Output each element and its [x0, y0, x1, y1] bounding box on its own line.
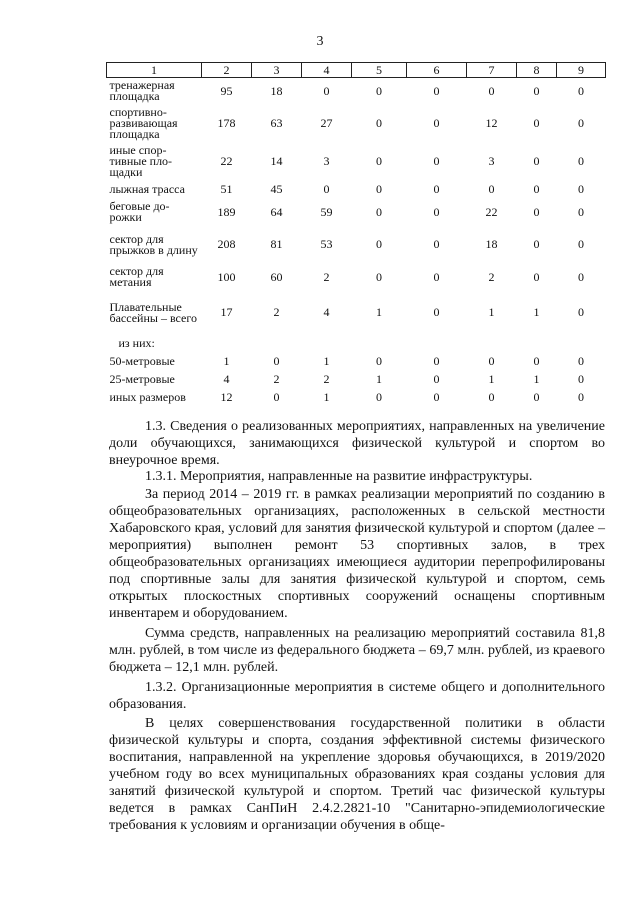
table-cell: 0 [578, 372, 584, 386]
table-cell: 0 [533, 83, 540, 98]
table-cell: 1 [533, 372, 540, 386]
row-label: лыжная трасса [109, 182, 185, 196]
page-number: 3 [316, 34, 324, 49]
table-cell: 0 [433, 154, 440, 168]
table-header-row [107, 63, 606, 78]
table-row [107, 181, 606, 199]
table-row [107, 264, 606, 291]
paragraph: Сумма средств, направленных на реализацию мероприятий составила 81,8 млн. рублей, в том числе из федерального бюджета – 69,7 млн. рублей, из краевого бюджета – 12,1 млн. рублей. [109, 626, 605, 675]
table-cell: 1 [488, 372, 495, 386]
table-cell: 0 [433, 237, 440, 251]
table-cell: 0 [433, 204, 440, 219]
table-cell: 0 [578, 154, 584, 168]
table-cell [352, 335, 407, 353]
table-cell: 189 [217, 204, 236, 219]
table-cell: 0 [578, 269, 584, 284]
table-cell [407, 335, 467, 353]
table-cell: 0 [433, 305, 440, 319]
table-cell: 208 [217, 237, 236, 251]
table-cell: 178 [217, 116, 236, 130]
table-cell: 0 [533, 182, 540, 196]
table-cell: 0 [376, 269, 382, 284]
paragraph: 1.3.2. Организационные мероприятия в системе общего и дополнительного образования. [109, 680, 605, 712]
table-cell: 1 [376, 372, 382, 386]
table-row [107, 226, 606, 264]
table-cell: 0 [488, 390, 495, 404]
table-cell: 51 [220, 182, 233, 196]
table-row [107, 389, 606, 407]
table-cell: 0 [433, 354, 440, 368]
table-cell [467, 335, 517, 353]
table-cell [202, 335, 252, 353]
table-cell: 0 [533, 354, 540, 368]
paragraph: 1.3. Сведения о реализованных мероприятиях, направленных на увеличение доли обучающихся, занимающихся физической культурой и спортом во внеурочное время. [109, 419, 605, 468]
table-cell: 0 [533, 269, 540, 284]
table-row [107, 371, 606, 389]
paragraph: В целях совершенствования государственной политики в области физической культуры и спорта, создания эффективной системы физического воспитания, направленной на укрепление здоровья обучающихся, в 2019/2020 учебном году во всех муниципальных образованиях края созданы условия для занятий физической культурой и спортом. Третий час физической культуры ведется в рамках СанПиН 2.4.2.2821-10 "Санитарно-эпидемиологические требования к условиям и организации обучения в обще- [109, 716, 605, 833]
table-cell: 0 [488, 182, 495, 196]
table-cell: 2 [323, 269, 330, 284]
paragraph: 1.3.1. Мероприятия, направленные на развитие инфраструктуры. [145, 469, 533, 484]
table-cell: 0 [488, 354, 495, 368]
organizational-paragraph [109, 715, 605, 834]
table-cell: 0 [376, 154, 382, 168]
table-cell: 0 [273, 390, 280, 404]
section-1-3-2-heading [109, 679, 605, 713]
table-cell [302, 335, 352, 353]
table-row [107, 143, 606, 181]
table-cell: 2 [488, 269, 495, 284]
funding-paragraph [109, 625, 605, 676]
table-cell: 59 [320, 204, 333, 219]
table-cell: 0 [488, 83, 495, 98]
table-cell: 0 [578, 354, 584, 368]
table-cell: 0 [533, 154, 540, 168]
section-1-3-heading [109, 418, 605, 469]
table-cell [517, 335, 557, 353]
row-label: сектор для метания [109, 264, 164, 289]
table-cell: 2 [273, 305, 280, 319]
table-cell: 1 [223, 354, 230, 368]
table-cell: 0 [376, 204, 382, 219]
row-label: беговые до-рожки [109, 199, 170, 224]
infrastructure-paragraph [109, 486, 605, 622]
row-label: иных размеров [109, 390, 186, 404]
table-cell: 2 [273, 372, 280, 386]
table-cell: 1 [533, 305, 540, 319]
table-header-cell: 1 [107, 63, 202, 78]
table-header-cell: 8 [517, 63, 557, 78]
table-cell: 53 [320, 237, 333, 251]
row-label: 25-метровые [109, 372, 175, 386]
table-header-cell: 5 [352, 63, 407, 78]
table-cell: 64 [270, 204, 283, 219]
table-row [107, 335, 606, 353]
table-cell: 0 [376, 237, 382, 251]
table-cell: 0 [578, 305, 584, 319]
table-cell: 1 [323, 354, 330, 368]
table-cell: 0 [273, 354, 280, 368]
sports-facilities-table [106, 62, 606, 407]
table-header-cell: 6 [407, 63, 467, 78]
table-cell: 0 [433, 390, 440, 404]
table-row [107, 105, 606, 143]
table-cell: 95 [220, 83, 233, 98]
table-cell [557, 335, 606, 353]
row-label: сектор для прыжков в длину [109, 231, 198, 257]
table-cell: 1 [376, 305, 382, 319]
row-label: 50-метровые [109, 354, 175, 368]
table-cell: 63 [270, 116, 283, 130]
table-cell: 4 [223, 372, 230, 386]
table-cell: 0 [433, 269, 440, 284]
table-cell: 0 [578, 83, 584, 98]
table-header-cell: 4 [302, 63, 352, 78]
table-cell: 0 [533, 116, 540, 130]
table-cell: 14 [270, 154, 283, 168]
table-row [107, 353, 606, 371]
table-cell: 0 [578, 390, 584, 404]
row-label: из них: [118, 336, 155, 350]
paragraph: За период 2014 – 2019 гг. в рамках реализации мероприятий по созданию в общеобразовательных организациях, расположенных в сельской местности Хабаровского края, условий для занятия физической культурой и спортом (далее – мероприятия) выполнен ремонт 53 спортивных залов, в трех общеобразовательных организациях имеющиеся аудитории перепрофилированы под спортивные залы для занятия физической культурой и спортом, семь открытых плоскостных спортивных сооружений оснащены спортивным инвентарем и оборудованием. [109, 487, 605, 621]
table-row [107, 199, 606, 226]
table-cell: 12 [485, 116, 498, 130]
table-cell: 0 [578, 237, 584, 251]
table-header-cell: 7 [467, 63, 517, 78]
table-cell: 0 [323, 83, 330, 98]
table-cell: 0 [433, 372, 440, 386]
table-cell: 12 [220, 390, 233, 404]
table-header-cell: 9 [557, 63, 606, 78]
table-cell: 1 [323, 390, 330, 404]
table-cell: 18 [270, 83, 283, 98]
table-cell: 22 [220, 154, 233, 168]
table-cell [252, 335, 302, 353]
row-label: иные спор-тивные пло-щадки [109, 143, 173, 179]
table-cell: 0 [433, 182, 440, 196]
table-cell: 0 [376, 182, 382, 196]
table-cell: 18 [485, 237, 498, 251]
table-cell: 45 [270, 182, 283, 196]
row-label: спортивно-развивающая площадка [109, 105, 178, 141]
table-cell: 81 [270, 237, 283, 251]
table-cell: 0 [376, 116, 382, 130]
table-row [107, 78, 606, 105]
row-label: Плавательные бассейны – всего [109, 299, 197, 325]
table-header-cell: 2 [202, 63, 252, 78]
table-cell: 0 [376, 83, 382, 98]
table-cell: 60 [270, 269, 283, 284]
table-cell: 0 [533, 204, 540, 219]
table-cell: 4 [323, 305, 330, 319]
table-cell: 0 [433, 83, 440, 98]
table-cell: 0 [533, 237, 540, 251]
table-cell: 3 [488, 154, 495, 168]
table-cell: 27 [320, 116, 333, 130]
table-cell: 0 [578, 182, 584, 196]
table-cell: 3 [323, 154, 330, 168]
table-cell: 17 [220, 305, 233, 319]
table-row [107, 291, 606, 335]
row-label: тренажерная площадка [109, 78, 175, 104]
table-cell: 0 [433, 116, 440, 130]
table-cell: 0 [376, 354, 382, 368]
table-cell: 22 [485, 204, 498, 219]
table-cell: 0 [323, 182, 330, 196]
table-cell: 0 [578, 204, 584, 219]
table-cell: 0 [376, 390, 382, 404]
table-cell: 2 [323, 372, 330, 386]
table-cell: 0 [533, 390, 540, 404]
table-cell: 0 [578, 116, 584, 130]
section-1-3-1-heading [109, 468, 605, 485]
table-cell: 1 [488, 305, 495, 319]
table-cell: 100 [217, 269, 236, 284]
table-header-cell: 3 [252, 63, 302, 78]
